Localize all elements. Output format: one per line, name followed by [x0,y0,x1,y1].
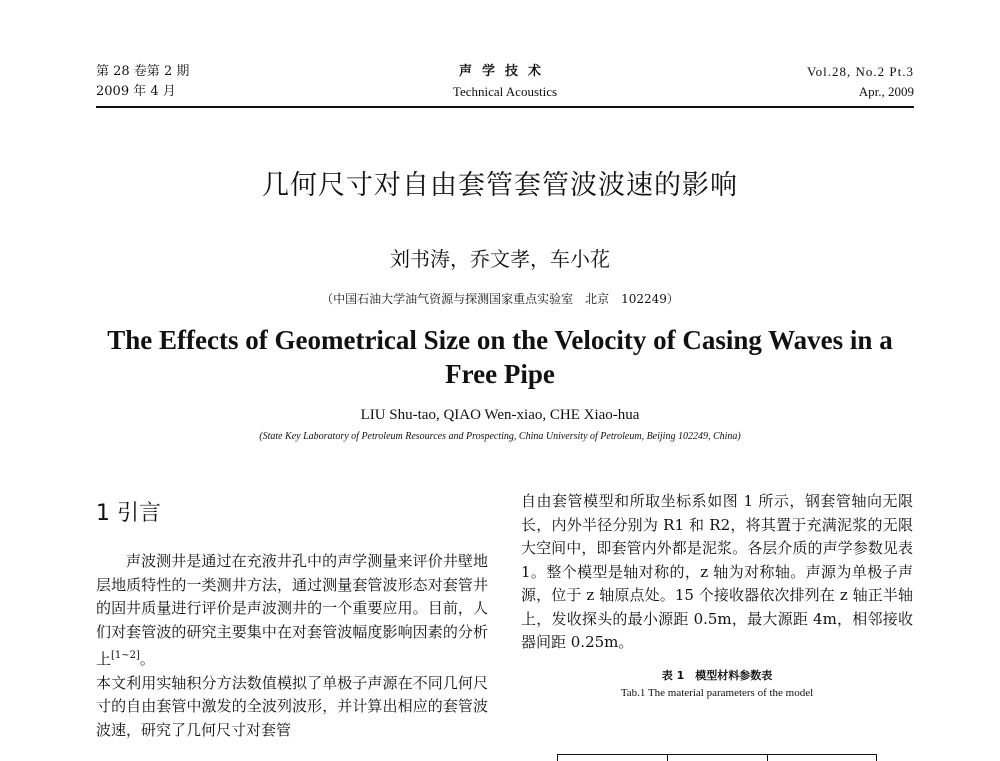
paper-title-cn: 几何尺寸对自由套管套管波波速的影响 [262,170,738,201]
intro-paragraph-1-text: 声波测井是通过在充液井孔中的声学测量来评价井壁地层地质特性的一类测井方法，通过测量套管波形态对套管井的固井质量进行评价是声波测井的一个重要应用。目前，人们对套管波的研究主要集中在对套管波幅度影响因素的分析上 [96,552,488,668]
table-column-divider [767,755,768,761]
table-column-divider [557,755,558,761]
issue-info-en [807,62,914,102]
table-column-divider [667,755,668,761]
section-heading: 1 引言 [96,501,161,526]
affiliation-cn: （中国石油大学油气资源与探测国家重点实验室 北京 102249） [321,292,679,306]
date-cn: 2009 年 4 月 [96,84,176,99]
right-column [521,490,913,699]
date-en: Apr., 2009 [858,84,914,99]
intro-paragraph-1 [96,550,488,672]
intro-paragraph-2: 本文利用实轴积分方法数值模拟了单极子声源在不同几何尺寸的自由套管中激发的全波列波形，并计算出相应的套管波波速，研究了几何尺寸对套管 [96,673,488,739]
table-caption-cn: 表 1 模型材料参数表 [661,668,773,682]
model-paragraph: 自由套管模型和所取坐标系如图 1 所示，钢套管轴向无限长，内外半径分别为 R1 和 R2，将其置于充满泥浆的无限大空间中，即套管内外都是泥浆。各层介质的声学参数见表 1。整个模型是轴对称的，z 轴为对称轴。声源为单极子声源，位于 z 轴原点处。15 个接收器依次排列在 z 轴正半轴上，发收探头的最小源距 0.5m，最大源距 4m，相邻接收器间距 0.25m。 [521,492,913,651]
volume-issue-en: Vol.28, No.2 Pt.3 [806,64,914,79]
volume-issue-cn: 第 28 卷第 2 期 [96,64,190,79]
table-column-divider [876,755,877,761]
authors-cn: 刘书涛，乔文孝，车小花 [390,247,610,271]
citation-ref[interactable]: [1~2] [111,650,140,661]
paper-title-en: The Effects of Geometrical Size on the Velocity of Casing Waves in a Free Pipe [107,325,893,389]
header-rule [96,106,914,108]
authors-en: LIU Shu-tao, QIAO Wen-xiao, CHE Xiao-hua [360,407,640,423]
journal-name [96,62,914,102]
left-column [96,496,488,742]
journal-name-en: Technical Acoustics [452,84,558,99]
affiliation-en: (State Key Laboratory of Petroleum Resources and Prospecting, China University of Petroleum, Beijing 102249, China) [259,431,741,442]
journal-name-cn: 声学技术 [458,64,551,79]
running-header [96,62,914,106]
table-caption-en: Tab.1 The material parameters of the model [620,686,814,699]
intro-paragraph-1-end: 。 [139,650,155,668]
